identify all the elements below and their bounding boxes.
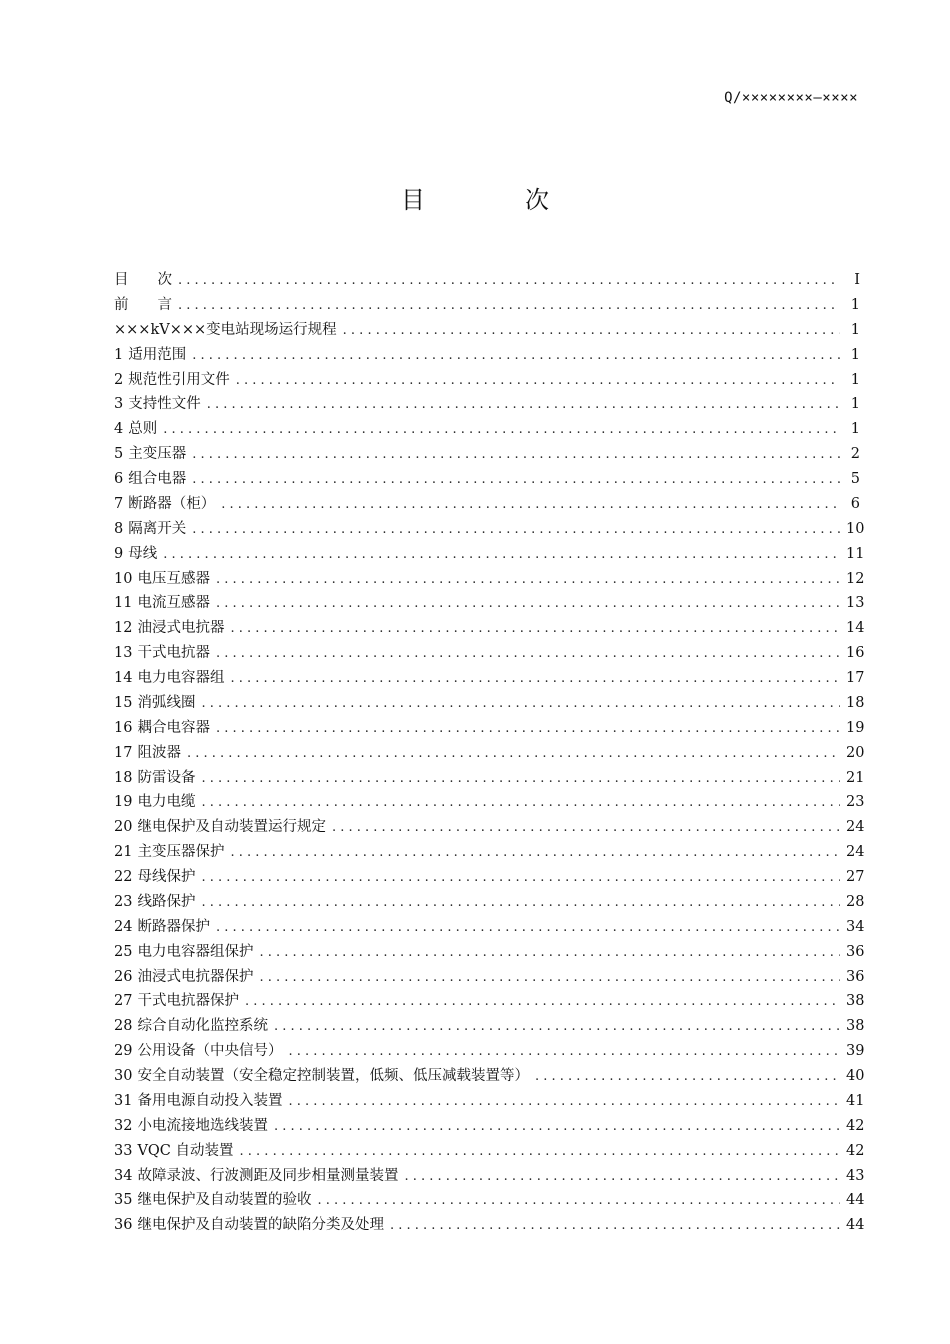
- toc-entry-number: 30: [114, 1068, 133, 1084]
- toc-entry[interactable]: [114, 865, 865, 890]
- toc-entry-number: 34: [114, 1167, 133, 1184]
- toc-entry-page-number: 1: [850, 371, 860, 388]
- dot-leader: [192, 522, 840, 537]
- toc-entry-page-number: 39: [846, 1043, 865, 1060]
- toc-entry-label: 电力电容器组保护: [137, 943, 254, 960]
- toc-entry[interactable]: [114, 940, 865, 965]
- toc-entry-number: 10: [114, 570, 133, 587]
- toc-entry-label: 小电流接地选线装置: [137, 1117, 268, 1134]
- toc-entry-label: 断路器（柜）: [128, 495, 216, 512]
- toc-entry-number: 8: [114, 520, 124, 537]
- toc-entry[interactable]: [114, 1139, 865, 1164]
- toc-entry[interactable]: [114, 741, 865, 766]
- toc-entry-number: 26: [114, 968, 133, 985]
- dot-leader: [201, 696, 840, 711]
- toc-entry-page-number: I: [854, 272, 860, 288]
- toc-entry-page-number: 34: [846, 918, 865, 935]
- dot-leader: [201, 870, 840, 885]
- toc-entry[interactable]: [114, 392, 860, 417]
- toc-entry-label: 继电保护及自动装置的缺陷分类及处理: [137, 1217, 384, 1234]
- toc-entry-label: 干式电抗器: [137, 645, 210, 662]
- toc-entry-page-number: 28: [846, 893, 865, 910]
- dot-leader: [192, 472, 840, 487]
- toc-entry-label: 适用范围: [128, 346, 187, 363]
- toc-entry-label: 备用电源自动投入装置: [137, 1092, 283, 1109]
- dot-leader: [404, 1169, 840, 1184]
- toc-entry[interactable]: [114, 293, 860, 318]
- toc-entry-page-number: 12: [846, 570, 865, 587]
- toc-entry-label: 电流互感器: [137, 595, 210, 612]
- toc-entry[interactable]: [114, 641, 865, 666]
- toc-entry-page-number: 11: [846, 545, 865, 562]
- dot-leader: [343, 323, 840, 338]
- toc-entry-page-number: 41: [846, 1092, 865, 1109]
- toc-entry-number: 31: [114, 1092, 133, 1109]
- toc-entry-number: 27: [114, 993, 133, 1010]
- toc-entry-number: 36: [114, 1217, 133, 1234]
- toc-entry[interactable]: [114, 1064, 865, 1089]
- dot-leader: [230, 621, 840, 636]
- dot-leader: [230, 845, 840, 860]
- toc-entry-page-number: 10: [846, 520, 865, 537]
- dot-leader: [163, 547, 840, 562]
- dot-leader: [216, 721, 840, 736]
- toc-entry-label: 线路保护: [137, 893, 196, 910]
- toc-entry-page-number: 44: [846, 1192, 865, 1209]
- toc-entry-number: 28: [114, 1018, 133, 1035]
- toc-entry-number: 23: [114, 893, 133, 910]
- toc-entry-label: 隔离开关: [128, 520, 187, 537]
- toc-entry-page-number: 18: [846, 694, 865, 711]
- toc-entry[interactable]: [114, 965, 865, 990]
- toc-entry-number: 21: [114, 844, 133, 861]
- toc-entry-label: 主变压器保护: [137, 844, 225, 861]
- toc-entry-page-number: 36: [846, 968, 865, 985]
- toc-entry-page-number: 24: [846, 844, 865, 861]
- toc-entry[interactable]: [114, 442, 860, 467]
- toc-entry-label: 断路器保护: [137, 918, 210, 935]
- toc-entry-page-number: 1: [850, 396, 860, 413]
- toc-entry-label: 主变压器: [128, 446, 187, 463]
- toc-entry-label: VQC 自动装置: [137, 1142, 234, 1159]
- toc-entry-number: 2: [114, 371, 124, 388]
- toc-entry-label: 总则: [128, 421, 158, 438]
- toc-entry-label: 耦合电容器: [137, 719, 210, 736]
- dot-leader: [259, 945, 840, 960]
- toc-entry-page-number: 19: [846, 719, 865, 736]
- toc-entry-page-number: 17: [846, 670, 865, 686]
- toc-entry-label: 母线: [128, 545, 158, 562]
- toc-entry[interactable]: [114, 890, 865, 915]
- toc-entry-label: 阻波器: [137, 744, 181, 761]
- toc-entry-number: 13: [114, 645, 133, 662]
- toc-entry[interactable]: [114, 467, 860, 492]
- toc-entry[interactable]: [114, 368, 860, 393]
- toc-entry[interactable]: [114, 1114, 865, 1139]
- toc-entry-number: 19: [114, 794, 133, 811]
- dot-leader: [216, 596, 840, 611]
- toc-entry[interactable]: [114, 691, 865, 716]
- toc-entry-number: 15: [114, 694, 133, 711]
- toc-entry[interactable]: [114, 766, 865, 791]
- toc-entry-label: 目 次: [114, 272, 172, 288]
- toc-entry-label: 油浸式电抗器: [137, 620, 225, 637]
- toc-entry-page-number: 24: [846, 819, 865, 836]
- toc-entry-label: 继电保护及自动装置的验收: [137, 1192, 312, 1209]
- document-code: Q/××××××××—××××: [724, 90, 858, 106]
- toc-entry-number: 22: [114, 869, 133, 885]
- toc-entry-label: 规范性引用文件: [128, 371, 230, 388]
- toc-entry-label: 电压互感器: [137, 570, 210, 587]
- dot-leader: [288, 1044, 840, 1059]
- toc-entry-page-number: 16: [846, 645, 865, 662]
- dot-leader: [201, 895, 840, 910]
- toc-entry-label: 消弧线圈: [137, 694, 196, 711]
- toc-entry-label: 干式电抗器保护: [137, 993, 239, 1010]
- toc-entry-page-number: 1: [850, 296, 860, 313]
- table-of-contents: [114, 268, 865, 1238]
- toc-entry[interactable]: [114, 318, 860, 343]
- toc-entry-page-number: 38: [846, 993, 865, 1010]
- dot-leader: [390, 1218, 840, 1233]
- toc-entry-page-number: 13: [846, 595, 865, 612]
- toc-entry[interactable]: [114, 492, 860, 517]
- toc-entry-number: 11: [114, 595, 133, 612]
- dot-leader: [216, 572, 840, 587]
- toc-entry[interactable]: [114, 616, 865, 641]
- toc-entry[interactable]: [114, 417, 860, 442]
- toc-entry-page-number: 40: [846, 1068, 865, 1084]
- dot-leader: [216, 646, 840, 661]
- toc-entry-page-number: 21: [846, 769, 865, 786]
- dot-leader: [216, 920, 840, 935]
- toc-entry-page-number: 1: [850, 346, 860, 363]
- dot-leader: [274, 1019, 840, 1034]
- toc-entry[interactable]: [114, 567, 865, 592]
- dot-leader: [221, 497, 840, 512]
- toc-entry-label: 电力电缆: [137, 794, 196, 811]
- toc-entry-label: 电力电容器组: [137, 670, 225, 686]
- toc-entry-number: 18: [114, 769, 133, 786]
- toc-entry-page-number: 23: [846, 794, 865, 811]
- dot-leader: [245, 994, 840, 1009]
- toc-entry-page-number: 27: [846, 869, 865, 885]
- toc-entry[interactable]: [114, 591, 865, 616]
- toc-entry-label: 公用设备（中央信号）: [137, 1043, 283, 1060]
- dot-leader: [236, 373, 840, 388]
- toc-entry-page-number: 6: [850, 495, 860, 512]
- toc-entry-label: 组合电器: [128, 471, 187, 487]
- toc-entry-number: 6: [114, 471, 124, 487]
- dot-leader: [201, 771, 840, 786]
- dot-leader: [274, 1119, 840, 1134]
- toc-entry[interactable]: [114, 268, 860, 293]
- toc-entry-number: 5: [114, 446, 124, 463]
- toc-entry-number: 25: [114, 943, 133, 960]
- toc-entry-number: 9: [114, 545, 124, 562]
- toc-entry[interactable]: [114, 517, 865, 542]
- toc-entry-page-number: 2: [850, 446, 860, 463]
- toc-entry-number: 14: [114, 670, 133, 686]
- toc-entry-number: 16: [114, 719, 133, 736]
- toc-entry-label: 母线保护: [137, 869, 196, 885]
- toc-entry-page-number: 38: [846, 1018, 865, 1035]
- toc-entry-page-number: 42: [846, 1117, 865, 1134]
- toc-entry-page-number: 14: [846, 620, 865, 637]
- toc-entry[interactable]: [114, 1188, 865, 1213]
- toc-entry[interactable]: [114, 1089, 865, 1114]
- dot-leader: [207, 397, 840, 412]
- dot-leader: [332, 820, 840, 835]
- dot-leader: [535, 1069, 840, 1084]
- dot-leader: [288, 1094, 840, 1109]
- toc-entry-page-number: 1: [850, 421, 860, 438]
- toc-entry[interactable]: [114, 1213, 865, 1238]
- toc-entry-page-number: 42: [846, 1142, 865, 1159]
- toc-entry[interactable]: [114, 1164, 865, 1189]
- toc-entry-label: 故障录波、行波测距及同步相量测量装置: [137, 1167, 399, 1184]
- toc-entry-number: 17: [114, 744, 133, 761]
- toc-entry-number: 12: [114, 620, 133, 637]
- toc-entry-label: 防雷设备: [137, 769, 196, 786]
- toc-entry-page-number: 20: [846, 744, 865, 761]
- toc-entry-label: 支持性文件: [128, 396, 201, 413]
- toc-entry-label: 油浸式电抗器保护: [137, 968, 254, 985]
- toc-entry[interactable]: [114, 815, 865, 840]
- dot-leader: [201, 795, 840, 810]
- dot-leader: [187, 746, 840, 761]
- dot-leader: [230, 671, 840, 686]
- dot-leader: [240, 1144, 840, 1159]
- toc-entry-page-number: 44: [846, 1217, 865, 1234]
- dot-leader: [178, 298, 840, 313]
- dot-leader: [192, 348, 840, 363]
- toc-entry-number: 7: [114, 495, 124, 512]
- dot-leader: [163, 422, 840, 437]
- toc-entry[interactable]: [114, 542, 865, 567]
- toc-entry[interactable]: [114, 790, 865, 815]
- toc-entry-number: 32: [114, 1117, 133, 1134]
- toc-entry-label: ×××kV×××变电站现场运行规程: [114, 321, 337, 338]
- toc-entry[interactable]: [114, 666, 865, 691]
- toc-entry-label: 综合自动化监控系统: [137, 1018, 268, 1035]
- toc-entry[interactable]: [114, 1014, 865, 1039]
- page-title: 目 次: [401, 186, 587, 214]
- toc-entry[interactable]: [114, 915, 865, 940]
- toc-entry-number: 24: [114, 918, 133, 935]
- toc-entry-page-number: 5: [850, 471, 860, 487]
- toc-entry-number: 29: [114, 1043, 133, 1060]
- toc-entry-label: 安全自动装置（安全稳定控制装置，低频、低压减载装置等）: [137, 1068, 529, 1084]
- toc-entry-page-number: 43: [846, 1167, 865, 1184]
- toc-entry-number: 20: [114, 819, 133, 836]
- toc-entry-page-number: 1: [850, 321, 860, 338]
- dot-leader: [259, 970, 840, 985]
- dot-leader: [178, 273, 840, 288]
- toc-entry[interactable]: [114, 716, 865, 741]
- toc-entry-page-number: 36: [846, 943, 865, 960]
- toc-entry-label: 继电保护及自动装置运行规定: [137, 819, 326, 836]
- toc-entry[interactable]: [114, 1039, 865, 1064]
- toc-entry-number: 1: [114, 346, 124, 363]
- toc-entry-label: 前 言: [114, 296, 172, 313]
- dot-leader: [317, 1193, 840, 1208]
- toc-entry-number: 35: [114, 1192, 133, 1209]
- toc-entry[interactable]: [114, 343, 860, 368]
- toc-entry[interactable]: [114, 840, 865, 865]
- toc-entry-number: 3: [114, 396, 124, 413]
- dot-leader: [192, 447, 840, 462]
- toc-entry[interactable]: [114, 989, 865, 1014]
- toc-entry-number: 4: [114, 421, 124, 438]
- toc-entry-number: 33: [114, 1142, 133, 1159]
